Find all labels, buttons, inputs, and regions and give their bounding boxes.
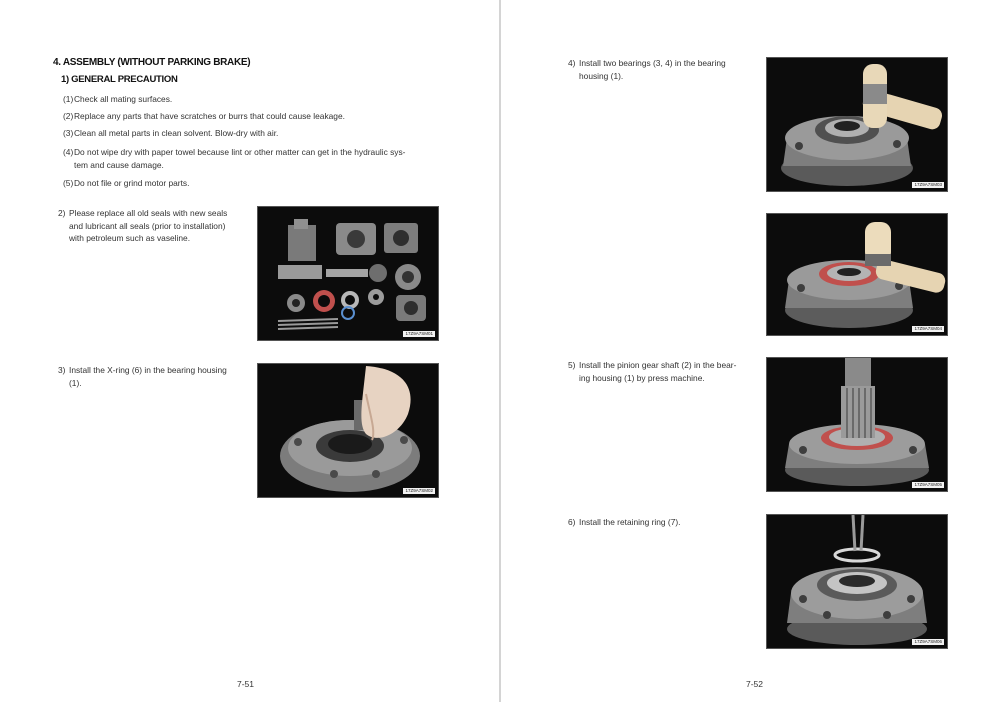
mallet-bearing-illustration-2 <box>767 214 947 335</box>
subsection-title: 1) GENERAL PRECAUTION <box>61 74 178 85</box>
right-page <box>501 0 1004 702</box>
parts-layout-illustration <box>258 207 438 340</box>
photo-tag: 17Z9A7SM05 <box>914 482 942 487</box>
mallet-bearing-photo-2 <box>766 213 948 336</box>
step-text: (1). <box>69 377 82 388</box>
precaution-text: Clean all metal parts in clean solvent. Blow-dry with air. <box>74 128 279 138</box>
hand-x-ring-photo <box>257 363 439 498</box>
photo-tag: 17Z9A7SM03 <box>914 182 942 187</box>
retaining-ring-photo <box>766 514 948 649</box>
photo-tag: 17Z9A7SM02 <box>405 488 433 493</box>
precaution-item <box>63 177 443 190</box>
step-4 <box>568 57 758 85</box>
step-number: 6) <box>568 517 576 527</box>
step-number: 5) <box>568 360 576 370</box>
precaution-item <box>63 127 443 140</box>
precaution-item <box>63 93 443 106</box>
x-ring-illustration <box>258 364 438 497</box>
page-number: 7-52 <box>746 679 764 689</box>
step-text: ing housing (1) by press machine. <box>579 372 705 383</box>
step-number: 4) <box>568 58 576 68</box>
retaining-ring-illustration <box>767 515 947 648</box>
precaution-number: (2) <box>63 111 74 121</box>
precaution-text-cont: tem and cause damage. <box>74 159 164 170</box>
mallet-bearing-photo <box>766 57 948 192</box>
precaution-number: (5) <box>63 178 74 188</box>
page-number: 7-51 <box>237 679 255 689</box>
pinion-shaft-photo <box>766 357 948 492</box>
photo-tag: 17Z9A7SM04 <box>914 326 942 331</box>
step-3 <box>58 364 248 392</box>
step-text: housing (1). <box>579 70 624 81</box>
step-text: Install two bearings (3, 4) in the bearing <box>579 58 726 68</box>
step-text: and lubricant all seals (prior to installation) <box>69 220 226 231</box>
precaution-item <box>63 146 443 172</box>
mallet-bearing-illustration <box>767 58 947 191</box>
step-5 <box>568 359 758 387</box>
precaution-text: Do not file or grind motor parts. <box>74 178 190 188</box>
step-text: Please replace all old seals with new seals <box>69 208 228 218</box>
step-text: with petroleum such as vaseline. <box>69 233 191 243</box>
precaution-text: Replace any parts that have scratches or burrs that could cause leakage. <box>74 111 345 121</box>
step-6 <box>568 516 758 530</box>
step-number: 3) <box>58 365 66 375</box>
section-title: 4. ASSEMBLY (WITHOUT PARKING BRAKE) <box>53 57 251 68</box>
step-text: Install the pinion gear shaft (2) in the bear- <box>579 360 737 370</box>
precaution-item <box>63 110 443 123</box>
step-number: 2) <box>58 208 66 218</box>
precaution-text: Do not wipe dry with paper towel because lint or other matter can get in the hydraulic sys- <box>74 147 406 157</box>
step-text: Install the retaining ring (7). <box>579 517 681 527</box>
photo-tag: 17Z9A7SM01 <box>405 331 433 336</box>
parts-layout-photo <box>257 206 439 341</box>
precaution-number: (4) <box>63 147 74 157</box>
step-2 <box>58 207 248 247</box>
precaution-text: Check all mating surfaces. <box>74 94 173 104</box>
left-page <box>0 0 499 702</box>
photo-tag: 17Z9A7SM06 <box>914 639 942 644</box>
step-text: Install the X-ring (6) in the bearing housing <box>69 365 227 375</box>
pinion-shaft-illustration <box>767 358 947 491</box>
precaution-number: (3) <box>63 128 74 138</box>
precaution-number: (1) <box>63 94 74 104</box>
